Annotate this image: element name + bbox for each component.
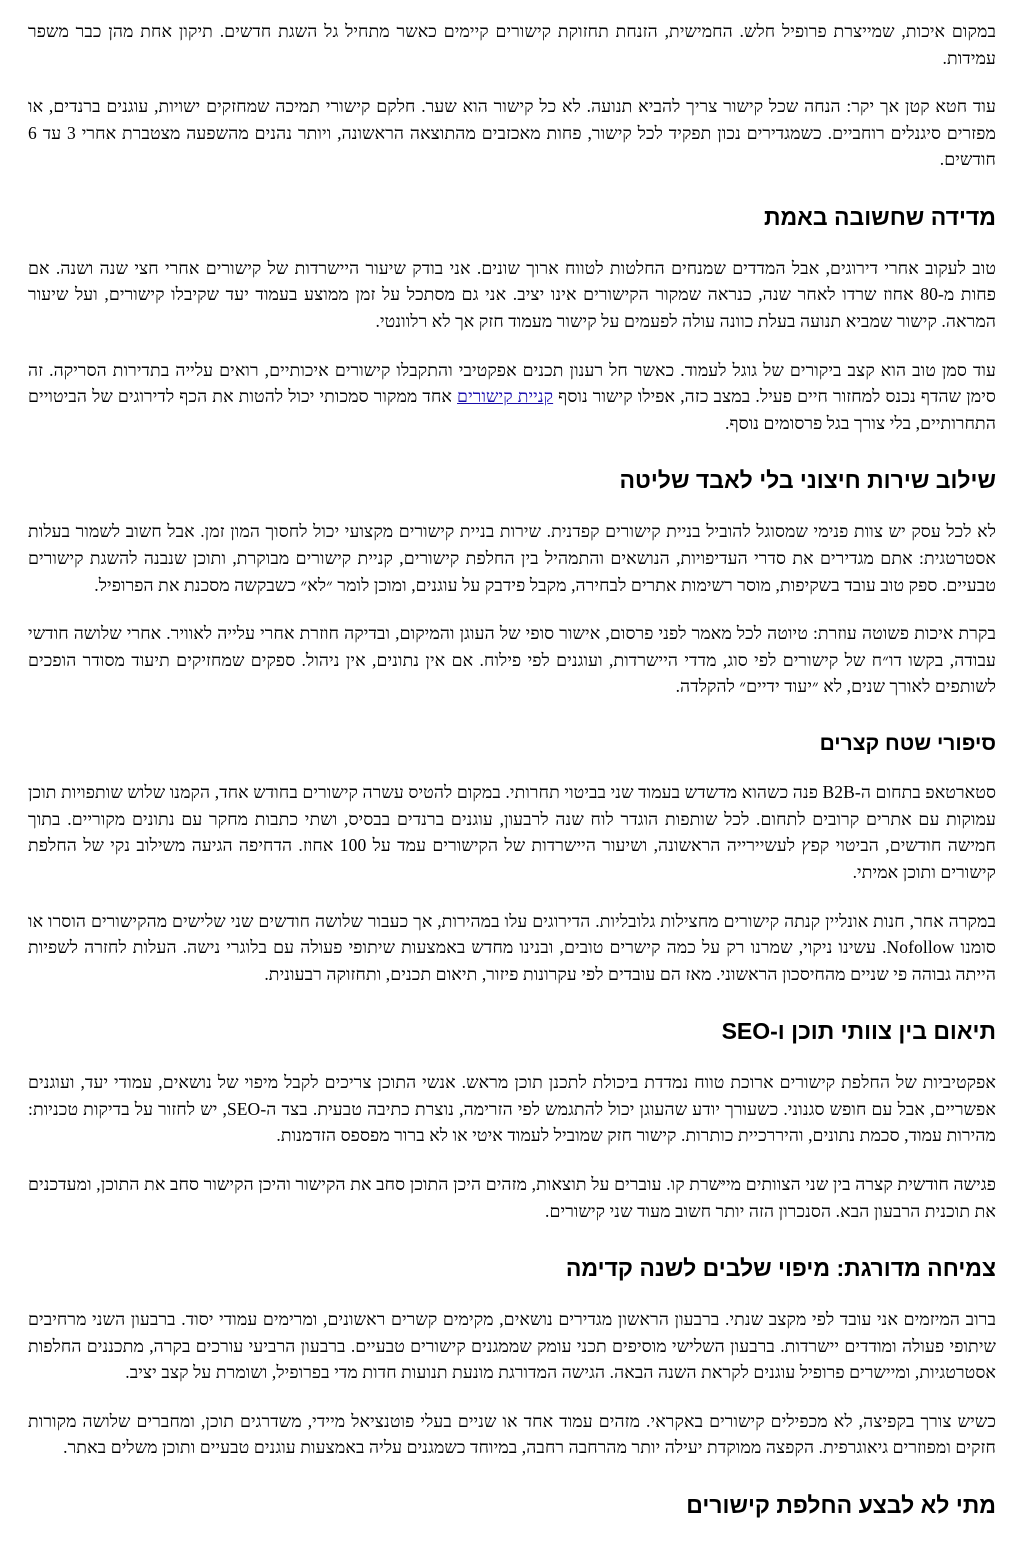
heading-gradual-growth: צמיחה מדורגת: מיפוי שלבים לשנה קדימה bbox=[565, 1255, 996, 1282]
heading-when-not-to-swap: מתי לא לבצע החלפת קישורים bbox=[686, 1492, 996, 1519]
paragraph-link-swap-effectiveness: אפקטיביות של החלפת קישורים ארוכת טווח נמדדת ביכולת לתכנן תוכן מראש. אנשי התוכן צריכים לקבל מיפוי של נושאים, עמודי יעד, ועוגנים אפשריים, אבל עם חופש סגנוני. כשעורך יודע שהעוגן יכול להתגמש לפי הזרימה, נוצרת כתיבה טבעית. בצד ה-SEO, יש לחזור על בדיקות טכניות: מהירות עמוד, סכמת נתונים, והיררכיית כותרות. קישור חזק שמוביל לעמוד איטי או לא ברור מפספס הזדמנות. bbox=[28, 1072, 996, 1146]
paragraph-monthly-meeting: פגישה חודשית קצרה בין שני הצוותים מייּשרת קו. עוברים על תוצאות, מזהים היכן התוכן סחב את הקישור והיכן הקישור סחב את התוכן, ומעדכנים את תוכנית הרבעון הבא. הסנכרון הזה יותר חשוב מעוד שני קישורים. bbox=[28, 1174, 996, 1221]
paragraph-rankings-tracking: טוב לעקוב אחרי דירוגים, אבל המדדים שמנחים החלטות לטווח ארוך שונים. אני בודק שיעור היישרדות של קישורים אחרי חצי שנה ושנה. אם פחות מ-80 אחוז שרדו לאחר שנה, כנראה שמקור הקישורים אינו יציב. אני גם מסתכל על זמן ממוצע בעמוד יעד שקיבלו קישורים, ועל שיעור המראה. קישור שמביא תנועה בעלת כוונה עולה לפעמים על קישור מעמוד חזק אך לא רלוונטי. bbox=[28, 257, 996, 332]
paragraph-quality-control: בקרת איכות פשוטה עוזרת: טיוטה לכל מאמר לפני פרסום, אישור סופי של העוגן והמיקום, ובדיקה חוזרת אחרי עלייה לאוויר. אחרי שלושה חודשי עבודה, בקשו דו״ח של קישורים לפי סוג, מדדי היישרדות, ועוגנים לפי פילוח. אם אין נתונים, אין ניהול. ספקים שמחזיקים תיעוד מסודר הופכים לשותפים לאורך שנים, לא ״יעוד ידיים״ להקלדה. bbox=[28, 623, 996, 697]
paragraph-quarterly-pace: ברוב המיזמים אני עובד לפי מקצב שנתי. ברבעון הראשון מגדירים נושאים, מקימים קשרים ראשונים, ומרימים עמודי יסוד. ברבעון השני מרחיבים שיתופי פעולה ומודדים יישרדות. ברבעון השלישי מוסיפים תכני עומק שממגנים קישורים טבעיים. ברבעון הרביעי עורכים בקרה, מתכננים החלפות אסטרטגיות, ומיישרים פרופיל עוגנים לקראת השנה הבאה. הגישה המדורגת מונעת תנועות חדות מדי בפרופיל, ושומרת על קצב יציב. bbox=[28, 1309, 996, 1383]
paragraph-google-crawl bbox=[28, 357, 996, 437]
heading-external-service: שילוב שירות חיצוני בלי לאבד שליטה bbox=[619, 467, 996, 494]
buy-links-link[interactable]: קניית קישורים bbox=[457, 386, 554, 407]
paragraph-online-store-case: במקרה אחר, חנות אונליין קנתה קישורים מחצילות גלובליות. הדירוגים עלו במהירות, אך כעבור שלושה חודשים שני שלישים מהקישורים הוסרו או סומנו Nofollow. עשינו ניקוי, שמרנו רק על כמה קישרים טובים, ובנינו מחדש באמצעות שיתופי פעולה עם בלוגרי נישה. העלות לחזרה לשפיות הייתה גבוהה פי שניים מהחיסכון הראשוני. מאז הם עובדים לפי עקרונות פיזור, תיאום תכנים, ותחזוקה רבעונית. bbox=[28, 910, 996, 984]
heading-field-stories: סיפורי שטח קצרים bbox=[819, 731, 996, 755]
heading-content-seo-coordination: תיאום בין צוותי תוכן ו-SEO bbox=[721, 1018, 996, 1045]
heading-real-measurement: מדידה שחשובה באמת bbox=[763, 203, 996, 230]
paragraph-quality-links: במקום איכות, שמייצרת פרופיל חלש. החמישית, הזנחת תחזוקת קישורים קיימים כאשר מתחיל גל השגת חדשים. תיקון אחת מהן כבר משפר עמידות. bbox=[28, 21, 996, 68]
paragraph-internal-team: לא לכל עסק יש צוות פנימי שמסוגל להוביל בניית קישורים קפדנית. שירות בניית קישורים מקצועי יכול לחסוך המון זמן. אבל חשוב לשמור בעלות אסטרטגית: אתם מגדירים את סדרי העדיפויות, הנושאים והתמהיל בין החלפת קישורים, קניית קישורים מבוקרת, ותוכן שנבנה להשגת קישורים טבעיים. ספק טוב עובד בשקיפות, מוסר רשימות אתרים לבחירה, מקבל פידבק על עוגנים, ומוכן לומר ״לא״ כשבקשה מסכנת את הפרופיל. bbox=[28, 521, 996, 595]
paragraph-google-crawl-text-before: עוד סמן טוב הוא קצב ביקורים של גוגל לעמוד. כאשר חל רענון תכנים אפקטיבי והתקבלו קישורים איכותיים, רואים עלייה בתדירות הסריקה. זה סימן שהדף נכנס למחזור חיים פעיל. במצב כזה, אפילו קישור נוסף bbox=[28, 359, 996, 407]
paragraph-b2b-startup: סטארטאפ בתחום ה-B2B פנה כשהוא מדשדש בעמוד שני בביטוי תחרותי. במקום להטיס עשרה קישורים בחודש אחד, הקמנו שלוש שותפויות תוכן עמוקות עם אתרים קרובים לתחום. לכל שותפות הוגדר לוח שנה לרבעון, עוגנים ברנדים בבסיס, ושתי כתבות מחקר עם נתונים מקוריים. בתוך חמישה חודשים, הביטוי קפץ לעשיירייה הראשונה, ושיעור היישרדות של הקישורים עמד על 100 אחוז. הדחיפה הגיעה משילוב נקי של החלפת קישורים ותוכן אמיתי. bbox=[28, 782, 996, 882]
paragraph-small-mistake: עוד חטא קטן אך יקר: הנחה שכל קישור צריך להביא תנועה. לא כל קישור הוא שער. חלקם קישורי תמיכה שמחזקים ישויות, עוגנים ברנדים, או מפזרים סיגנלים רוחביים. כשמגדירים נכון תפקיד לכל קישור, פחות מאכזבים מהתוצאה הראשונה, ויותר נהנים מהשפעה מצטברת אחרי 3 עד 6 חודשים. bbox=[28, 96, 996, 170]
paragraph-when-needed-quickly: כשיש צורך בקפיצה, לא מכפילים קישורים באקראי. מזהים עמוד אחד או שניים בעלי פוטנציאל מיידי, משדרגים תוכן, ומחברים שלושה מקורות חזקים ומפוזרים גיאוגרפית. הקפצה ממוקדת יעילה יותר מהרחבה רחבה, במיוחד כשמגנים עליה באמצעות עוגנים טבעיים ותוכן משלים באתר. bbox=[28, 1410, 996, 1458]
paragraph-google-crawl-text-after: אחד ממקור סמכותי יכול להטות את הכף לדירוגים של הביטויים התחרותיים, בלי צורך בגל פרסומים נוסף. bbox=[28, 386, 996, 433]
